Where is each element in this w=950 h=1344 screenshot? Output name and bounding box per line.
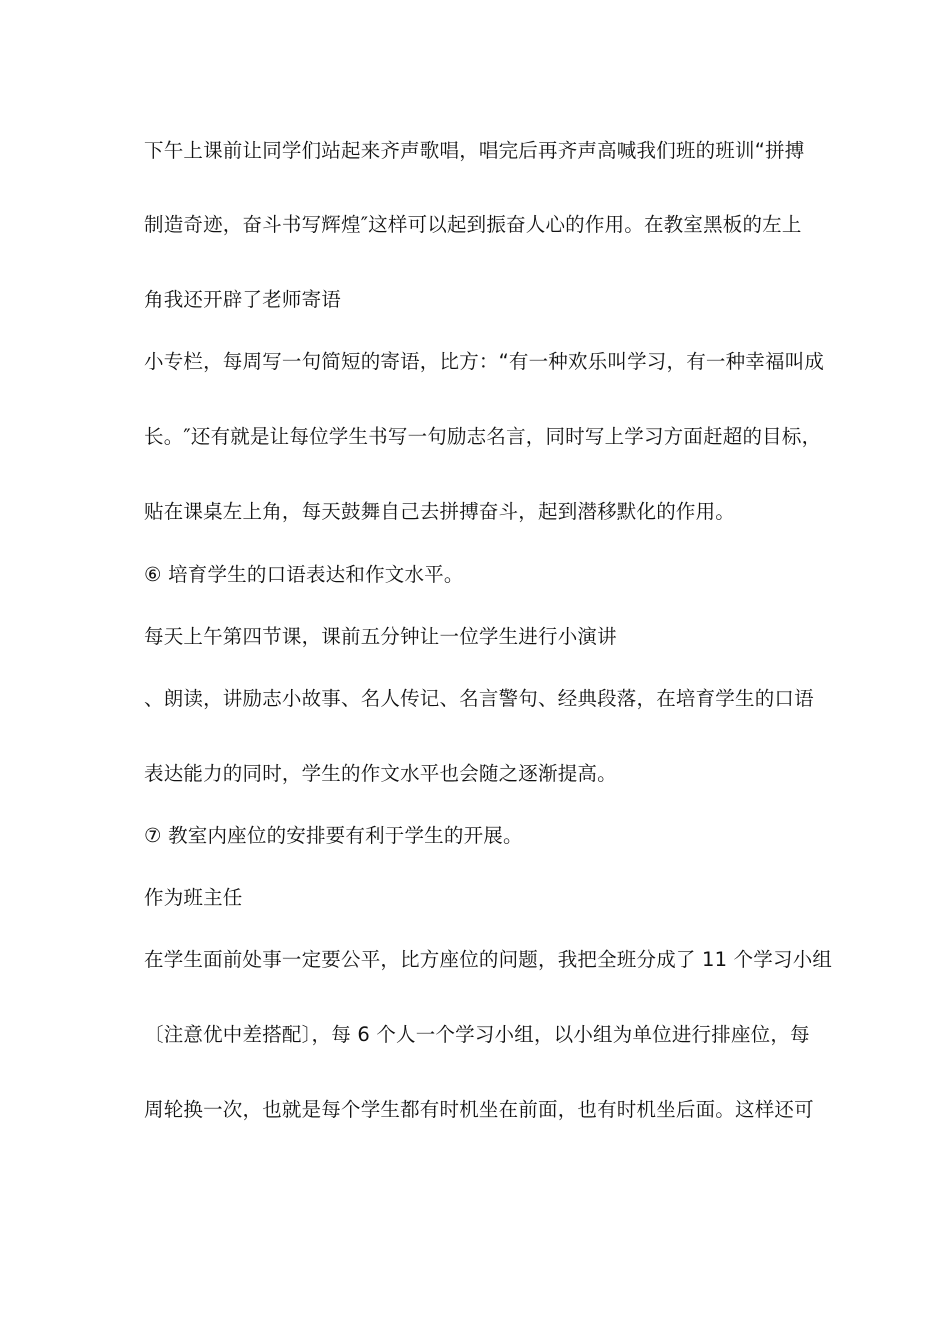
text-line: 、朗读，讲励志小故事、名人传记、名言警句、经典段落，在培育学生的口语 [144, 687, 814, 710]
text-line: 贴在课桌左上角，每天鼓舞自己去拼搏奋斗，起到潜移默化的作用。 [144, 500, 736, 523]
section-heading: ⑥ 培育学生的口语表达和作文水平。 [144, 563, 464, 586]
text-line: 周轮换一次，也就是每个学生都有时机坐在前面，也有时机坐后面。这样还可 [144, 1098, 814, 1121]
text-line: 作为班主任 [144, 886, 243, 909]
text-line: 下午上课前让同学们站起来齐声歌唱，唱完后再齐声高喊我们班的班训“拼搏 [144, 139, 805, 162]
text-line: 角我还开辟了老师寄语 [144, 288, 342, 311]
text-line: 制造奇迹，奋斗书写辉煌″这样可以起到振奋人心的作用。在教室黑板的左上 [144, 213, 802, 236]
text-line: 在学生面前处事一定要公平，比方座位的问题，我把全班分成了 11 个学习小组 [144, 948, 833, 971]
text-line: 长。″还有就是让每位学生书写一句励志名言，同时写上学习方面赶超的目标， [144, 425, 822, 448]
section-heading: ⑦ 教室内座位的安排要有利于学生的开展。 [144, 824, 523, 847]
text-line: 〔注意优中差搭配〕，每 6 个人一个学习小组，以小组为单位进行排座位，每 [144, 1023, 810, 1046]
text-line: 每天上午第四节课，课前五分钟让一位学生进行小演讲 [144, 625, 617, 648]
text-line: 小专栏，每周写一句简短的寄语，比方：“有一种欢乐叫学习，有一种幸福叫成 [144, 350, 825, 373]
text-line: 表达能力的同时，学生的作文水平也会随之逐渐提高。 [144, 762, 617, 785]
